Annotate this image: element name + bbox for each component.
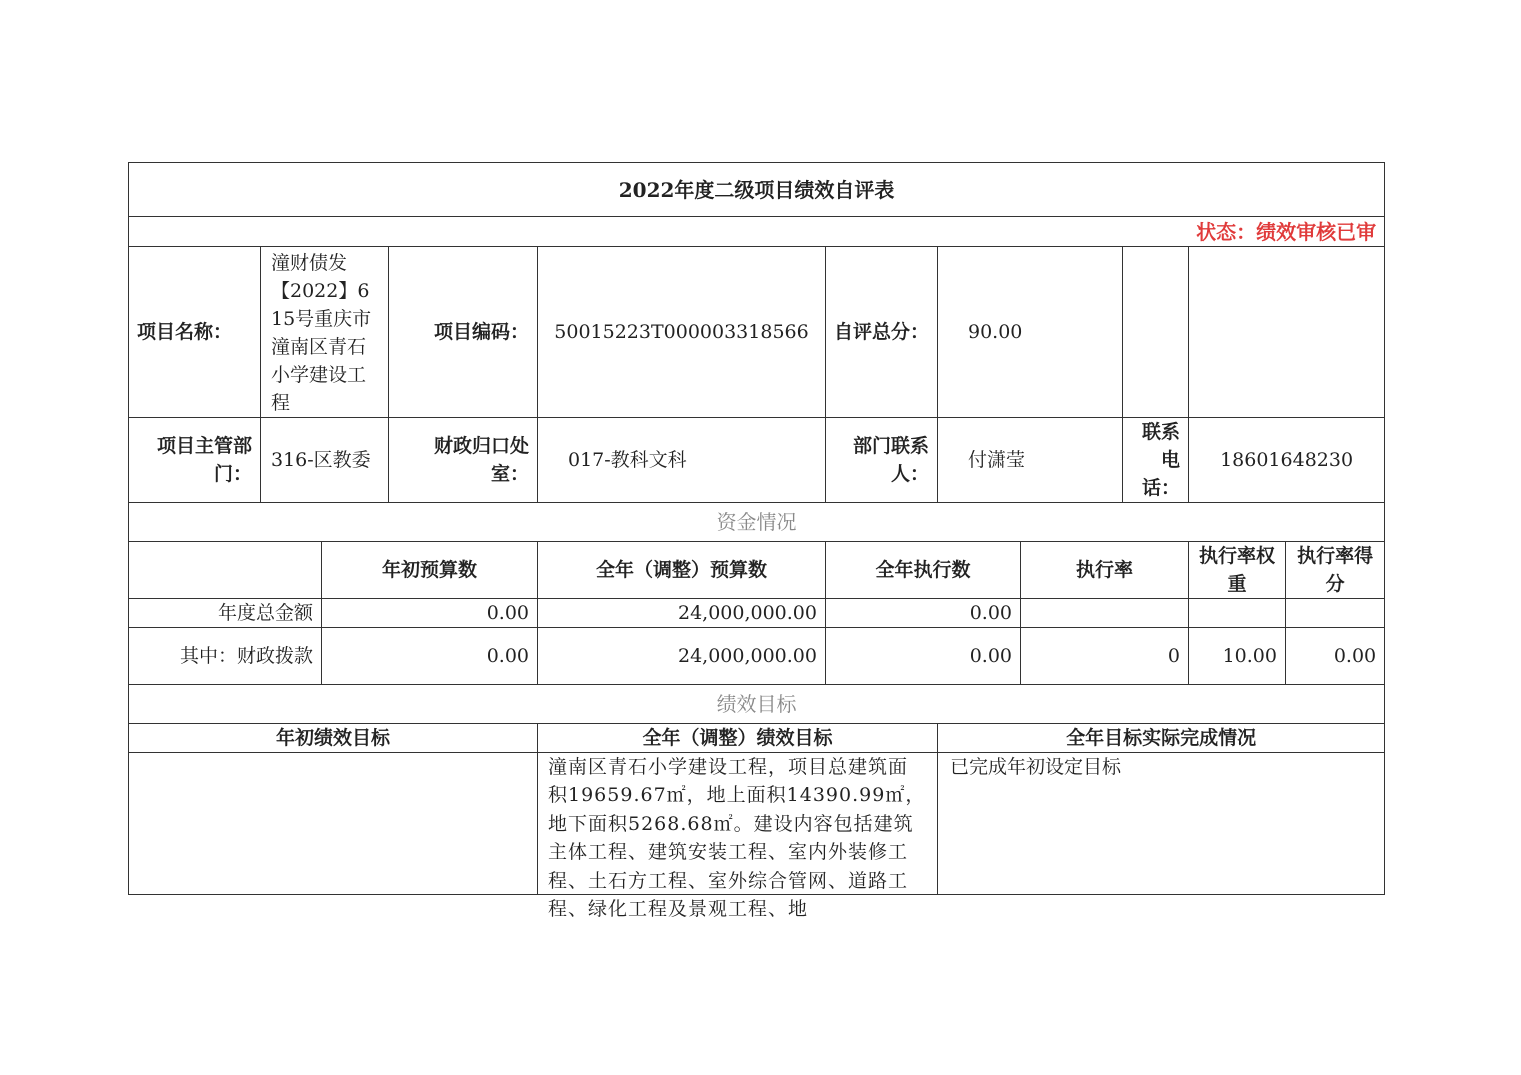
- contact-label: 部门联系人：: [826, 418, 938, 503]
- page-title: 2022年度二级项目绩效自评表: [129, 163, 1385, 217]
- table-row: [129, 599, 1385, 628]
- funds-header-blank: [129, 542, 322, 599]
- table-row: [129, 628, 1385, 685]
- funds-row-rate: [1021, 599, 1189, 628]
- project-code-value: 50015223T000003318566: [538, 247, 826, 418]
- goals-header-adjusted: 全年（调整）绩效目标: [538, 724, 938, 753]
- funds-row-score: [1286, 599, 1385, 628]
- funds-section-title: 资金情况: [129, 503, 1385, 542]
- dept-value: 316-区教委: [261, 418, 389, 503]
- initial-goal-text: [129, 753, 538, 895]
- funds-row-initial: 0.00: [322, 628, 538, 685]
- dept-label: 项目主管部门：: [129, 418, 261, 503]
- status-badge: 状态：绩效审核已审: [129, 217, 1385, 247]
- funds-row-adjusted: 24,000,000.00: [538, 599, 826, 628]
- funds-header-executed: 全年执行数: [826, 542, 1021, 599]
- funds-header-adjusted: 全年（调整）预算数: [538, 542, 826, 599]
- empty-cell: [1189, 247, 1385, 418]
- empty-cell: [1123, 247, 1189, 418]
- funds-row-initial: 0.00: [322, 599, 538, 628]
- funds-header-initial: 年初预算数: [322, 542, 538, 599]
- funds-row-label: 年度总金额: [129, 599, 322, 628]
- funds-row-executed: 0.00: [826, 628, 1021, 685]
- finance-office-label: 财政归口处室：: [389, 418, 538, 503]
- goals-header-actual: 全年目标实际完成情况: [938, 724, 1385, 753]
- evaluation-table: [128, 162, 1385, 921]
- performance-evaluation-sheet: [128, 162, 1384, 921]
- funds-row-executed: 0.00: [826, 599, 1021, 628]
- funds-row-adjusted: 24,000,000.00: [538, 628, 826, 685]
- project-code-label: 项目编码：: [389, 247, 538, 418]
- self-score-label: 自评总分：: [826, 247, 938, 418]
- funds-row-weight: 10.00: [1189, 628, 1286, 685]
- contact-value: 付潇莹: [938, 418, 1123, 503]
- project-name-label: 项目名称：: [129, 247, 261, 418]
- finance-office-value: 017-教科文科: [538, 418, 826, 503]
- adjusted-goal-text: [538, 753, 938, 921]
- self-score-value: 90.00: [938, 247, 1123, 418]
- funds-row-score: 0.00: [1286, 628, 1385, 685]
- project-name-value: 潼财债发【2022】615号重庆市潼南区青石小学建设工程: [261, 247, 389, 418]
- funds-row-label: 其中：财政拨款: [129, 628, 322, 685]
- funds-row-rate: 0: [1021, 628, 1189, 685]
- adjusted-goal-content: 潼南区青石小学建设工程，项目总建筑面积19659.67㎡，地上面积14390.99㎡，地下面积5268.68㎡。建设内容包括建筑主体工程、建筑安装工程、室内外装修工程、土石方工程、室外综合管网、道路工程、绿化工程及景观工程、地: [548, 756, 926, 921]
- funds-header-weight: 执行率权重: [1189, 542, 1286, 599]
- funds-header-score: 执行率得分: [1286, 542, 1385, 599]
- funds-header-rate: 执行率: [1021, 542, 1189, 599]
- funds-row-weight: [1189, 599, 1286, 628]
- phone-label: 联系电话：: [1123, 418, 1189, 503]
- goals-header-initial: 年初绩效目标: [129, 724, 538, 753]
- goals-section-title: 绩效目标: [129, 685, 1385, 724]
- actual-completion-text: 已完成年初设定目标: [938, 753, 1385, 895]
- phone-value: 18601648230: [1189, 418, 1385, 503]
